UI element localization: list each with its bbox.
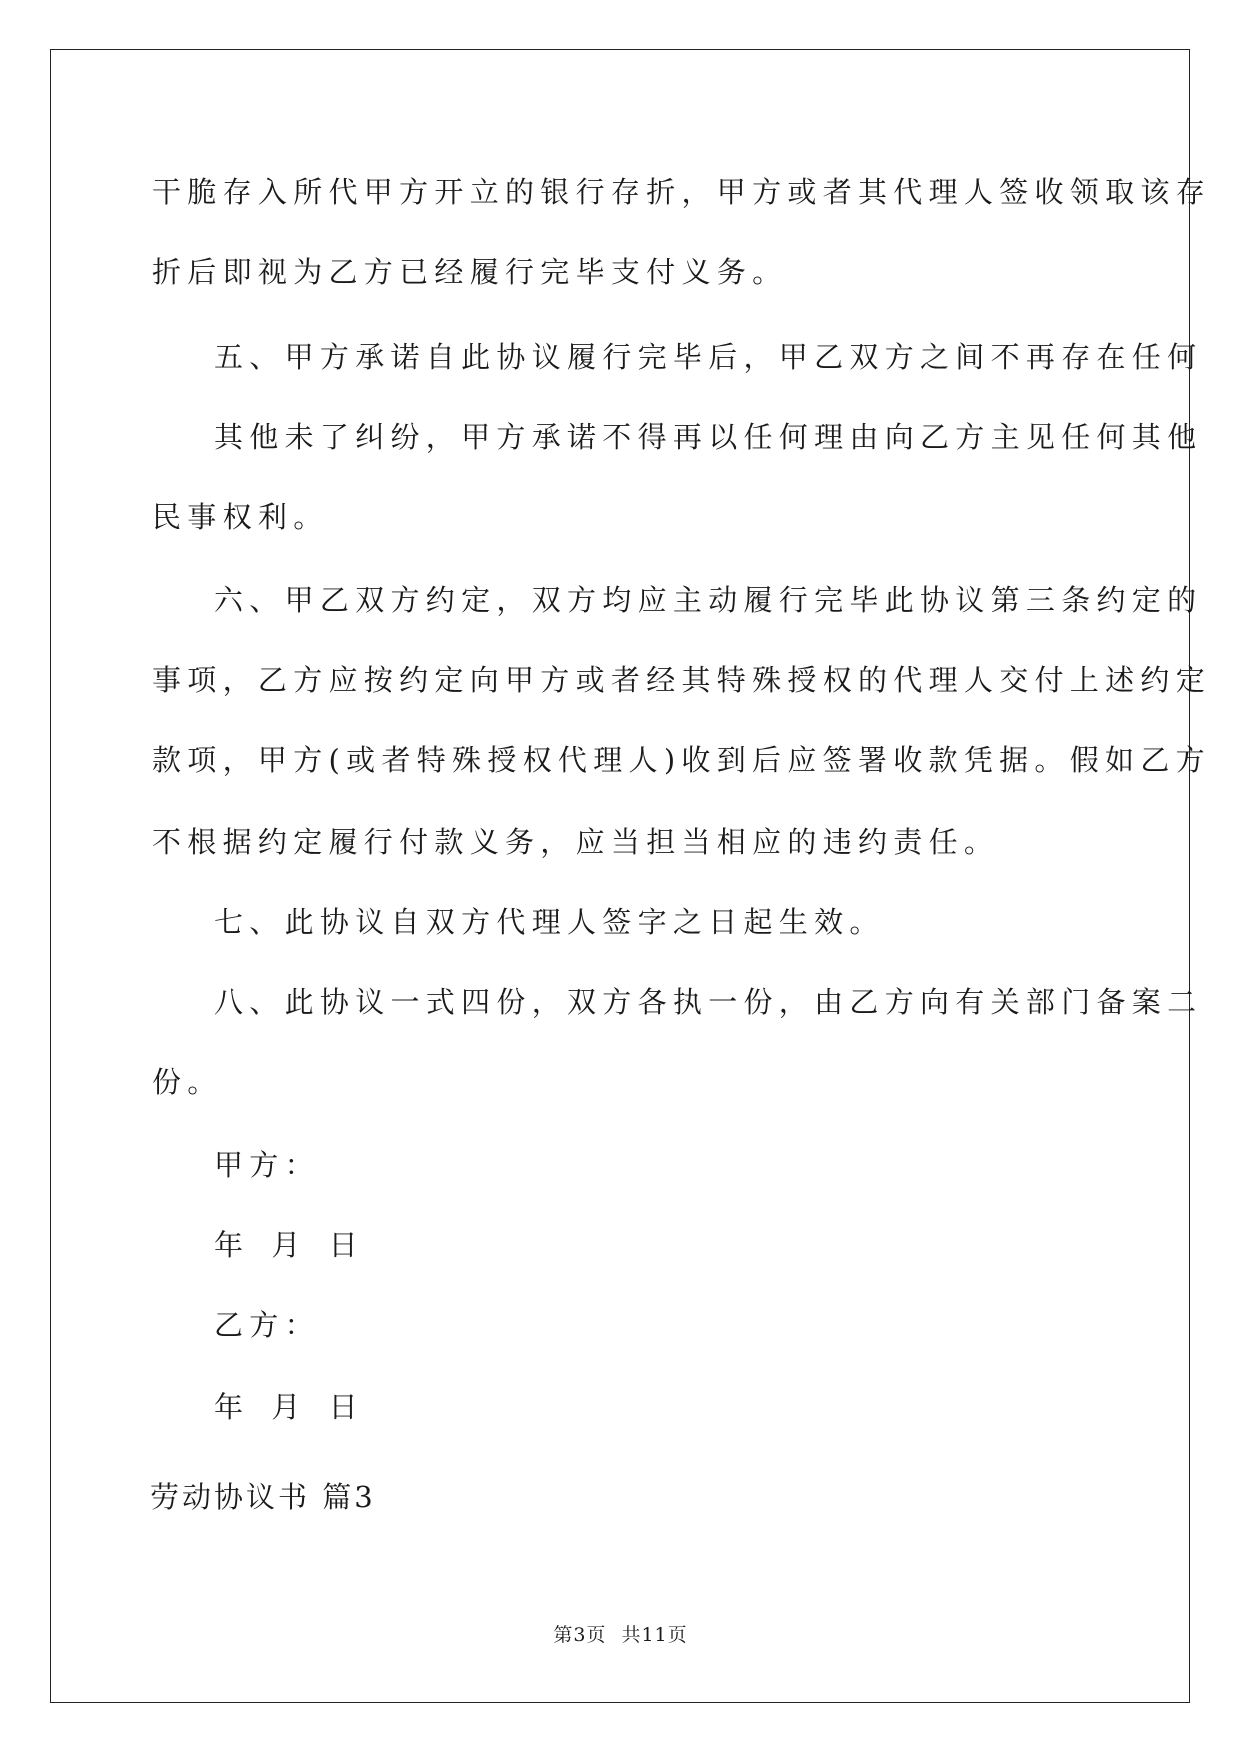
clause-5-line-3: 民事权利。 bbox=[152, 500, 329, 534]
date-day: 日 bbox=[328, 1228, 364, 1262]
clause-6-line-3: 款项，甲方(或者特殊授权代理人)收到后应签署收款凭据。假如乙方 bbox=[152, 743, 1211, 777]
party-b-label: 乙方： bbox=[214, 1308, 320, 1342]
clause-6-line-4: 不根据约定履行付款义务，应当担当相应的违约责任。 bbox=[152, 825, 1000, 859]
date-month: 月 bbox=[271, 1390, 307, 1424]
clause-8-line-1: 八、此协议一式四份，双方各执一份，由乙方向有关部门备案二 bbox=[214, 985, 1203, 1019]
clause-5-line-1: 五、甲方承诺自此协议履行完毕后，甲乙双方之间不再存在任何 bbox=[214, 340, 1203, 374]
section-heading: 劳动协议书 篇3 bbox=[150, 1480, 376, 1514]
party-a-label: 甲方： bbox=[214, 1148, 320, 1182]
page-total: 共11页 bbox=[621, 1624, 688, 1646]
clause-6-line-1: 六、甲乙双方约定，双方均应主动履行完毕此协议第三条约定的 bbox=[214, 583, 1203, 617]
date-year: 年 bbox=[214, 1390, 250, 1424]
party-a-date bbox=[214, 1228, 386, 1262]
body-line-1: 干脆存入所代甲方开立的银行存折，甲方或者其代理人签收领取该存 bbox=[152, 175, 1212, 209]
date-year: 年 bbox=[214, 1228, 250, 1262]
clause-8-line-2: 份。 bbox=[152, 1065, 223, 1099]
date-day: 日 bbox=[328, 1390, 364, 1424]
page-number: 第3页 bbox=[553, 1624, 607, 1646]
page-border bbox=[50, 49, 1190, 1703]
clause-6-line-2: 事项，乙方应按约定向甲方或者经其特殊授权的代理人交付上述约定 bbox=[152, 663, 1212, 697]
clause-5-line-2: 其他未了纠纷，甲方承诺不得再以任何理由向乙方主见任何其他 bbox=[214, 420, 1203, 454]
date-month: 月 bbox=[271, 1228, 307, 1262]
party-b-date bbox=[214, 1390, 386, 1424]
body-line-2: 折后即视为乙方已经履行完毕支付义务。 bbox=[152, 255, 788, 289]
clause-7-line-1: 七、此协议自双方代理人签字之日起生效。 bbox=[214, 905, 885, 939]
page-footer bbox=[0, 1620, 1241, 1647]
